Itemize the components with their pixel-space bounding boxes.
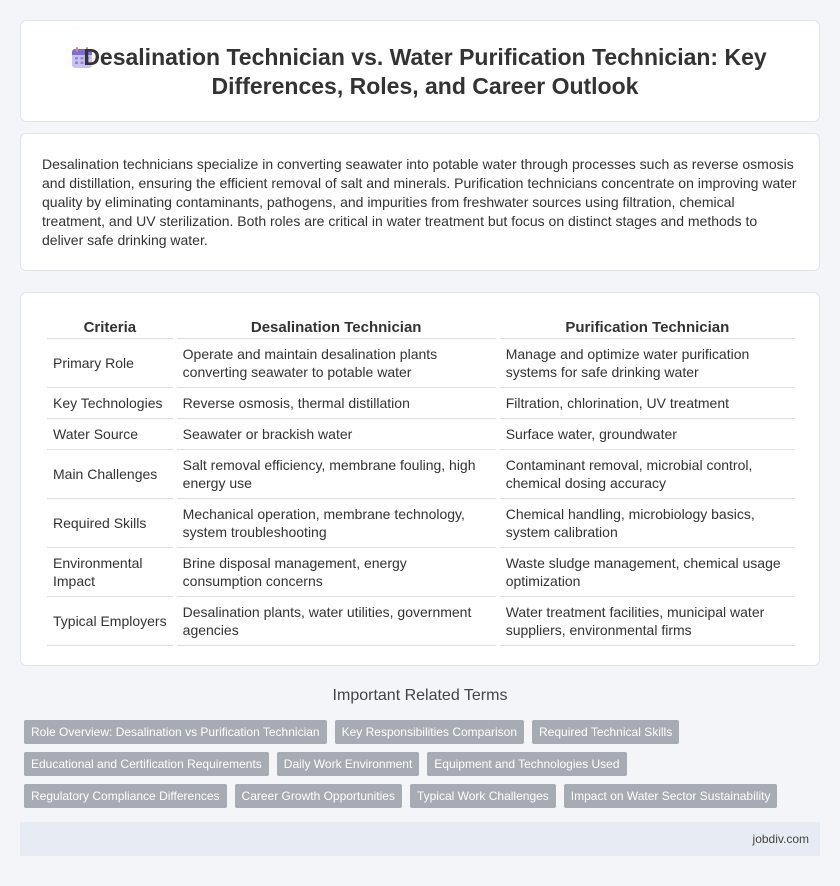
tag-link[interactable]: Role Overview: Desalination vs Purification Technician [24, 720, 327, 744]
row-purification: Chemical handling, microbiology basics, system calibration [500, 499, 795, 548]
row-criteria: Main Challenges [47, 450, 173, 499]
related-tags-row-2 [24, 752, 627, 776]
tag-link[interactable]: Required Technical Skills [532, 720, 679, 744]
row-desalination: Reverse osmosis, thermal distillation [177, 388, 496, 419]
row-desalination: Brine disposal management, energy consumption concerns [177, 548, 496, 597]
row-purification: Waste sludge management, chemical usage optimization [500, 548, 795, 597]
table-row [47, 419, 795, 450]
table-row [47, 499, 795, 548]
row-criteria: Water Source [47, 419, 173, 450]
table-row [47, 339, 795, 388]
tag-link[interactable]: Regulatory Compliance Differences [24, 784, 227, 808]
row-criteria: Required Skills [47, 499, 173, 548]
comparison-table [43, 317, 799, 646]
row-criteria: Environmental Impact [47, 548, 173, 597]
table-header-criteria: Criteria [47, 317, 173, 339]
footer [20, 822, 820, 856]
footer-site-link[interactable]: jobdiv.com [752, 832, 809, 846]
title-card [20, 20, 820, 122]
table-header-purification: Purification Technician [500, 317, 795, 339]
tag-link[interactable]: Educational and Certification Requirements [24, 752, 269, 776]
tag-link[interactable]: Typical Work Challenges [410, 784, 556, 808]
table-row [47, 548, 795, 597]
table-row [47, 450, 795, 499]
row-desalination: Desalination plants, water utilities, government agencies [177, 597, 496, 646]
tag-link[interactable]: Equipment and Technologies Used [427, 752, 626, 776]
intro-paragraph: Desalination technicians specialize in converting seawater into potable water through processes such as reverse osmosis and distillation, ensuring the efficient removal of salt and minerals. Purification technicians concentrate on improving water quality by eliminating contaminants, pathogens, and impurities from freshwater sources using filtration, chemical treatment, and UV sterilization. Both roles are critical in water treatment but focus on distinct stages and methods to deliver safe drinking water. [42, 156, 797, 248]
row-purification: Contaminant removal, microbial control, chemical dosing accuracy [500, 450, 795, 499]
related-terms-heading: Important Related Terms [332, 687, 508, 704]
tag-link[interactable]: Career Growth Opportunities [235, 784, 402, 808]
row-criteria: Key Technologies [47, 388, 173, 419]
row-criteria: Typical Employers [47, 597, 173, 646]
table-row [47, 597, 795, 646]
table-row [47, 388, 795, 419]
tag-link[interactable]: Impact on Water Sector Sustainability [564, 784, 778, 808]
intro-card [20, 133, 820, 271]
row-desalination: Salt removal efficiency, membrane fouling, high energy use [177, 450, 496, 499]
related-tags-row-3 [24, 784, 777, 808]
tag-link[interactable]: Daily Work Environment [277, 752, 419, 776]
row-desalination: Operate and maintain desalination plants converting seawater to potable water [177, 339, 496, 388]
tag-link[interactable]: Key Responsibilities Comparison [335, 720, 524, 744]
row-desalination: Mechanical operation, membrane technology, system troubleshooting [177, 499, 496, 548]
row-purification: Water treatment facilities, municipal water suppliers, environmental firms [500, 597, 795, 646]
row-purification: Filtration, chlorination, UV treatment [500, 388, 795, 419]
comparison-card [20, 292, 820, 666]
table-header-desalination: Desalination Technician [177, 317, 496, 339]
page-title: Desalination Technician vs. Water Purification Technician: Key Differences, Roles, and Career Outlook [83, 44, 767, 99]
row-desalination: Seawater or brackish water [177, 419, 496, 450]
related-tags-row-1 [24, 720, 679, 744]
row-criteria: Primary Role [47, 339, 173, 388]
row-purification: Manage and optimize water purification systems for safe drinking water [500, 339, 795, 388]
row-purification: Surface water, groundwater [500, 419, 795, 450]
